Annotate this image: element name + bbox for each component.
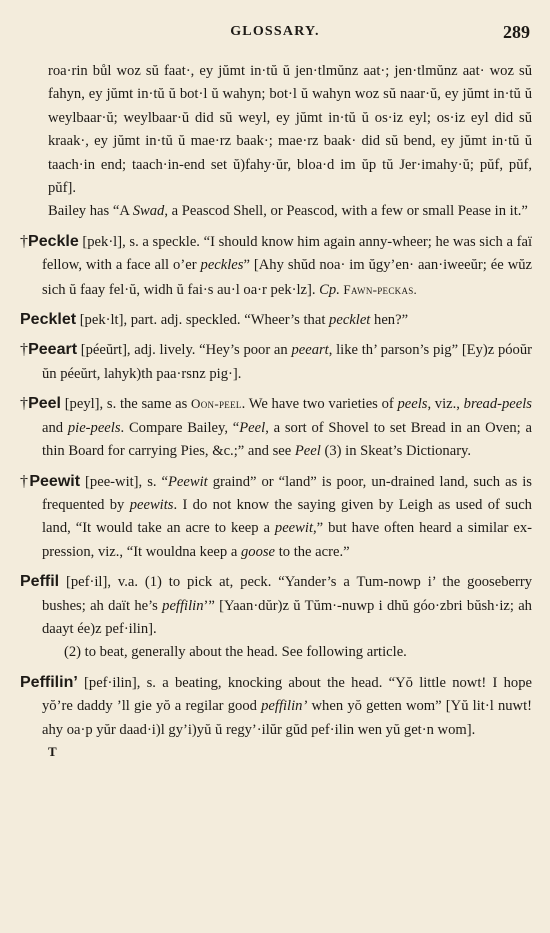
bailey-text-a: Bailey has “A bbox=[48, 203, 133, 220]
entry-italic: bread-peels bbox=[463, 396, 532, 413]
entry-italic: peffilin bbox=[162, 597, 204, 614]
entry-italic: Peewit bbox=[168, 473, 208, 490]
entry-text: , viz., bbox=[427, 396, 464, 413]
entry-italic: pecklet bbox=[329, 312, 371, 329]
headword-pecklet: Pecklet bbox=[20, 311, 77, 329]
entry-text: ” [Ahy shŭd noa· im ŭgy’en· aan·iweeŭr; ée wŭz sich ŭ faay fel·ŭ, widh ŭ fai·s au·l oa·r pek·lz]. bbox=[42, 257, 533, 298]
headword-peel: Peel bbox=[28, 395, 61, 413]
header-title: GLOSSARY. bbox=[230, 24, 320, 39]
continuation-paragraph bbox=[20, 60, 532, 200]
headword-peffil: Peffil bbox=[20, 573, 60, 591]
entry-peeart bbox=[20, 338, 532, 386]
entry-italic: pie-peels bbox=[67, 419, 121, 436]
entry-text: (2) to beat, generally about the head. See following article. bbox=[64, 644, 407, 661]
headword-peewit: Peewit bbox=[29, 472, 81, 490]
entry-italic: peels bbox=[397, 396, 428, 413]
entry-small-caps: Oon-peel bbox=[191, 396, 242, 412]
headword-peffilin: Peffilin’ bbox=[20, 673, 78, 691]
entry-italic: Peel bbox=[239, 419, 266, 436]
entry-text: (3) in Skeat’s Dictionary. bbox=[320, 443, 472, 460]
dagger-mark: † bbox=[20, 472, 30, 490]
entry-text: [pef·il], v.a. (1) to pick at, peck. “Yander’s a Tum-nowp i’ the gooseberry bushes; ah daït he’s bbox=[42, 574, 532, 614]
continuation-text: roa·rin bůl woz sŭ faat·, ey jŭmt in·tŭ ŭ jen·tlmŭnz aat·; jen·tlmŭnz aat· woz sŭ fahyn, ey jŭmt in·tŭ ŭ bot·l ŭ wahyn; bot·l ŭ wahyn woz sŭ naar·ŭ, ey jŭmt in·tŭ ŭ weylbaar·ŭ; weylbaar·ŭ did sŭ weyl, ey jŭmt in·tŭ ŭ os·iz eyl; os·iz eyl did sŭ kraak·, ey jŭmt in·tŭ ŭ mae·rz baak·; mae·rz baak· did sŭ bend, ey jŭmt in·tŭ ŭ taach·in end; taach·in-end set ŭ)fahy·ŭr, bloa·d im ŭp tŭ Jer·imahy·ŭ; pŭf, pŭf, pŭf]. bbox=[48, 63, 532, 197]
entry-italic: peewit bbox=[274, 520, 314, 537]
entry-text: . I do not know the saying given by Leigh as used of such land, “It would take an acre to keep a bbox=[42, 496, 532, 537]
entry-peckle bbox=[20, 230, 532, 302]
running-header bbox=[0, 22, 550, 46]
entry-text: when yŏ getten wom” [Yŭ lit·l nuwt! ahy oa·p yŭr daad·i)l gy’i)yŭ ŭ regy’·ilŭr gŭd pef·ilin wen yŭ get·n wom]. bbox=[42, 698, 532, 738]
entry-text: [pek·lt], part. adj. speckled. “Wheer’s that bbox=[76, 312, 330, 329]
headword-peckle: Peckle bbox=[28, 232, 79, 250]
entry-italic: peffilin’ bbox=[261, 698, 308, 715]
entry-text: and bbox=[42, 419, 68, 436]
entry-italic: Peel bbox=[294, 443, 321, 460]
entry-text: [pee-wit], s. “ bbox=[80, 473, 169, 490]
entry-italic: peewits bbox=[129, 496, 174, 513]
glossary-text bbox=[20, 60, 532, 763]
entry-text: . We have two varieties of bbox=[241, 396, 398, 413]
dagger-mark: † bbox=[20, 341, 29, 359]
entry-peel bbox=[20, 392, 532, 463]
page-number: 289 bbox=[503, 22, 530, 42]
entry-text: , like th’ parson’s pig” [Ey)z póoŭr ŭn péeŭrt, lahyk)th paa·rsnz pig·]. bbox=[42, 342, 533, 382]
entry-peffilin bbox=[20, 671, 532, 742]
dagger-mark: † bbox=[20, 395, 29, 413]
bailey-italic: Swad bbox=[132, 203, 165, 220]
entry-italic: peckles bbox=[200, 257, 244, 274]
bailey-text-b: , a Peascod Shell, or Peascod, with a few or small Pease in it.” bbox=[164, 203, 528, 220]
entry-text: [peyl], s. the same as bbox=[60, 396, 192, 413]
entry-text: ’” [Yaan·dŭr)z ŭ Tŭm·-nuwp i dhŭ góo·zbri bŭsh·iz; ah daayt ée)z pef·ilin]. bbox=[42, 597, 532, 637]
entry-text: graind” or “land” is poor, un-drained land, such as is frequented by bbox=[42, 473, 532, 513]
signature-mark: T bbox=[48, 743, 57, 759]
entry-text: [péeŭrt], adj. lively. “Hey’s poor an bbox=[77, 342, 292, 359]
entry-peewit bbox=[20, 470, 532, 565]
entry-text: [pef·ilin], s. a beating, knocking about the head. “Yŏ little nowt! I hope yŏ’re daddy ’ll gie yŏ a regilar good bbox=[42, 674, 532, 715]
entry-peffil-sense-2 bbox=[20, 641, 532, 664]
entry-text: hen?” bbox=[370, 312, 409, 329]
entry-peffil bbox=[20, 570, 532, 641]
headword-peeart: Peeart bbox=[28, 341, 78, 359]
bailey-note bbox=[20, 200, 532, 223]
entry-italic: peeart bbox=[291, 342, 329, 359]
entry-text: to the acre.” bbox=[275, 543, 350, 560]
dagger-mark: † bbox=[20, 232, 29, 250]
entry-italic: Cp. bbox=[319, 281, 340, 298]
entry-text: . Compare Bailey, “ bbox=[120, 419, 240, 436]
entry-text: ,” but have often heard a similar ex-pression, viz., “It wouldna keep a bbox=[42, 520, 532, 560]
entry-small-caps: Fawn-peckas. bbox=[339, 281, 418, 297]
entry-italic: goose bbox=[240, 543, 276, 560]
entry-text: [pek·l], s. a speckle. “I should know him again anny-wheer; he was sich a faï fellow, with a face all o’er bbox=[42, 233, 532, 274]
entry-pecklet bbox=[20, 308, 532, 332]
entry-text: , a sort of Shovel to set Bread in an Oven; a thin Board for carrying Pies, &c.;” and see bbox=[42, 419, 532, 460]
